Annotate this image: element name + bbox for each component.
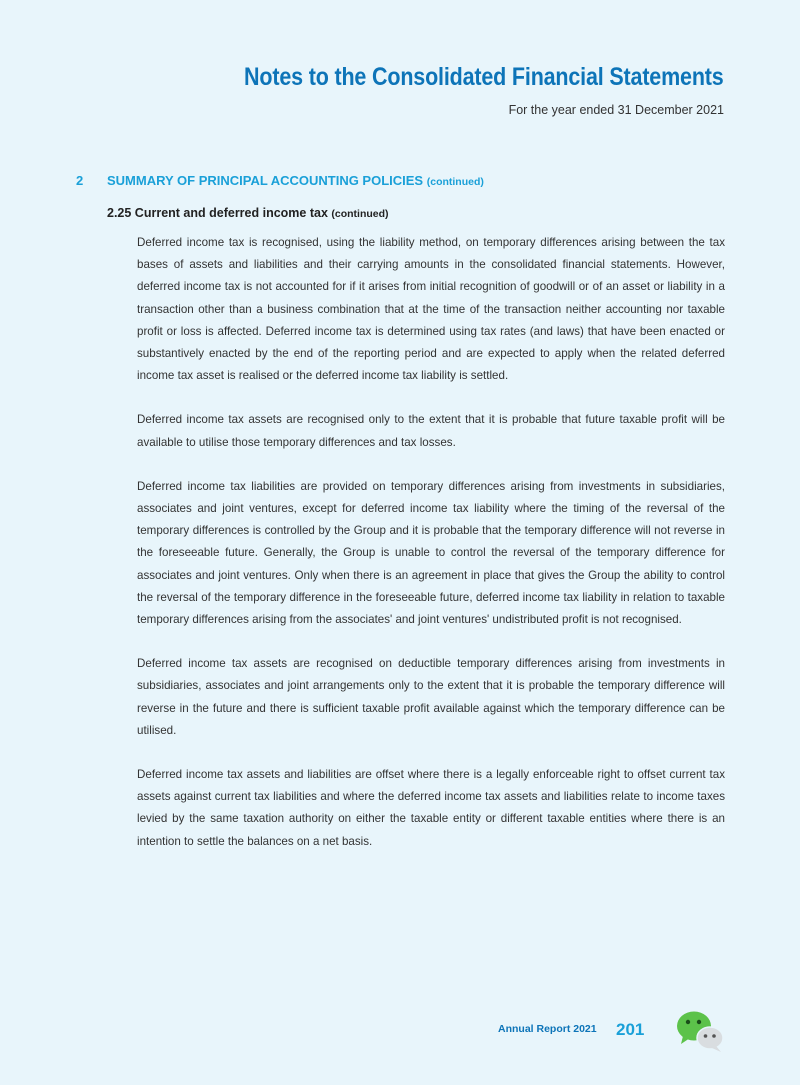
section-number: 2: [76, 173, 84, 188]
paragraph-2: Deferred income tax assets are recognised only to the extent that it is probable that future taxable profit will be available to utilise those temporary differences and tax losses.: [137, 413, 725, 449]
paragraph-3: Deferred income tax liabilities are provided on temporary differences arising from investments in subsidiaries, associates and joint ventures, except for deferred income tax liability where the timing of the reversal of the temporary differences is controlled by the Group and it is probable that the temporary difference will not reverse in the foreseeable future. Generally, the Group is unable to control the reversal of the temporary difference for associates and joint ventures. Only when there is an agreement in place that gives the Group the ability to control the reversal of the temporary difference in the foreseeable future, deferred income tax liability in relation to taxable temporary differences arising from the associates' and joint ventures' undistributed profit is not recognised.: [137, 479, 725, 627]
body-text: [137, 232, 725, 875]
paragraph-1: Deferred income tax is recognised, using the liability method, on temporary differences arising between the tax bases of assets and liabilities and their carrying amounts in the consolidated financial statements. However, deferred income tax is not accounted for if it arises from initial recognition of goodwill or of an asset or liability in a transaction other than a business combination that at the time of the transaction neither accounting nor taxable profit or loss is affected. Deferred income tax is determined using tax rates (and laws) that have been enacted or substantively enacted by the end of the reporting period and are expected to apply when the related deferred income tax asset is realised or the deferred income tax liability is settled.: [137, 236, 725, 383]
wechat-logo-icon: [672, 1008, 728, 1054]
subsection-title-suffix: (continued): [331, 208, 389, 220]
section-title: [107, 173, 484, 188]
page-title: Notes to the Consolidated Financial Statements: [244, 63, 724, 91]
section-title-text: SUMMARY OF PRINCIPAL ACCOUNTING POLICIES: [107, 173, 424, 188]
page-number: 201: [616, 1020, 645, 1039]
paragraph-4: Deferred income tax assets are recognised on deductible temporary differences arising from investments in subsidiaries, associates and joint arrangements only to the extent that it is probable the temporary difference will reverse in the future and there is sufficient taxable profit available against which the temporary difference can be utilised.: [137, 657, 725, 737]
section-title-suffix: (continued): [426, 176, 484, 188]
paragraph-5: Deferred income tax assets and liabilities are offset where there is a legally enforceable right to offset current tax assets against current tax liabilities and where the deferred income tax assets and liabilities relate to income taxes levied by the same taxation authority on either the taxable entity or different taxable entities where there is an intention to settle the balances on a net basis.: [137, 768, 725, 848]
subsection-title-text: 2.25 Current and deferred income tax: [107, 206, 328, 220]
page-subtitle: For the year ended 31 December 2021: [508, 103, 724, 117]
footer-label: Annual Report 2021: [498, 1023, 597, 1035]
subsection-title: [107, 206, 389, 220]
